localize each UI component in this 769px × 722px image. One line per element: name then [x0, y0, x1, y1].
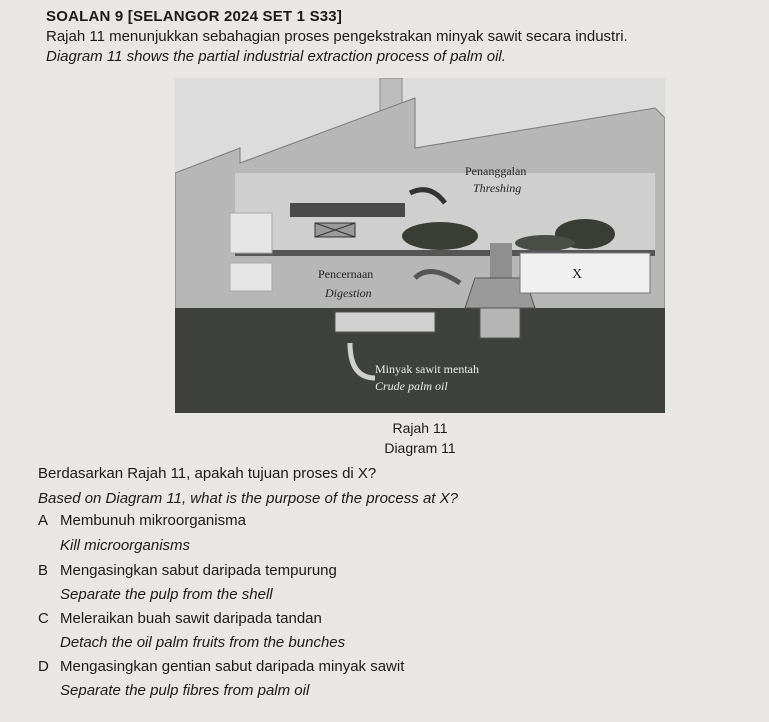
question-malay: Berdasarkan Rajah 11, apakah tujuan proses di X? [38, 465, 377, 482]
option-b[interactable] [38, 562, 337, 579]
option-a-english: Kill microorganisms [60, 537, 191, 554]
label-minyak-sawit-mentah: Minyak sawit mentah [375, 362, 479, 376]
label-crude-palm-oil: Crude palm oil [375, 379, 448, 393]
intro-malay: Rajah 11 menunjukkan sebahagian proses pengekstrakan minyak sawit secara industri. [46, 28, 628, 45]
option-d-english: Separate the pulp fibres from palm oil [60, 682, 310, 699]
option-a[interactable] [38, 512, 246, 529]
intro-english: Diagram 11 shows the partial industrial extraction process of palm oil. [46, 48, 506, 65]
option-text-malay: Meleraikan buah sawit daripada tandan [60, 610, 322, 627]
option-c[interactable] [38, 610, 322, 627]
label-penanggalan: Penanggalan [465, 164, 527, 178]
option-letter: A [38, 512, 49, 529]
question-header: SOALAN 9 [SELANGOR 2024 SET 1 S33] [46, 8, 343, 25]
caption-malay: Rajah 11 [392, 420, 448, 436]
label-threshing: Threshing [473, 181, 522, 195]
option-c-english: Detach the oil palm fruits from the bunches [60, 634, 346, 651]
label-digestion: Digestion [325, 286, 372, 300]
question-english: Based on Diagram 11, what is the purpose of the process at X? [38, 490, 458, 507]
option-d[interactable] [38, 658, 404, 675]
option-text-malay: Mengasingkan gentian sabut daripada minyak sawit [60, 658, 405, 675]
option-letter: D [38, 658, 49, 675]
option-text-malay: Mengasingkan sabut daripada tempurung [60, 562, 337, 579]
label-pencernaan: Pencernaan [318, 267, 374, 281]
caption-english: Diagram 11 [384, 440, 456, 456]
option-b-english: Separate the pulp from the shell [60, 586, 273, 603]
option-letter: B [38, 562, 49, 579]
label-x: X [572, 267, 583, 282]
option-text-malay: Membunuh mikroorganisma [60, 512, 246, 529]
option-letter: C [38, 610, 49, 627]
palm-oil-extraction-diagram [175, 78, 665, 413]
